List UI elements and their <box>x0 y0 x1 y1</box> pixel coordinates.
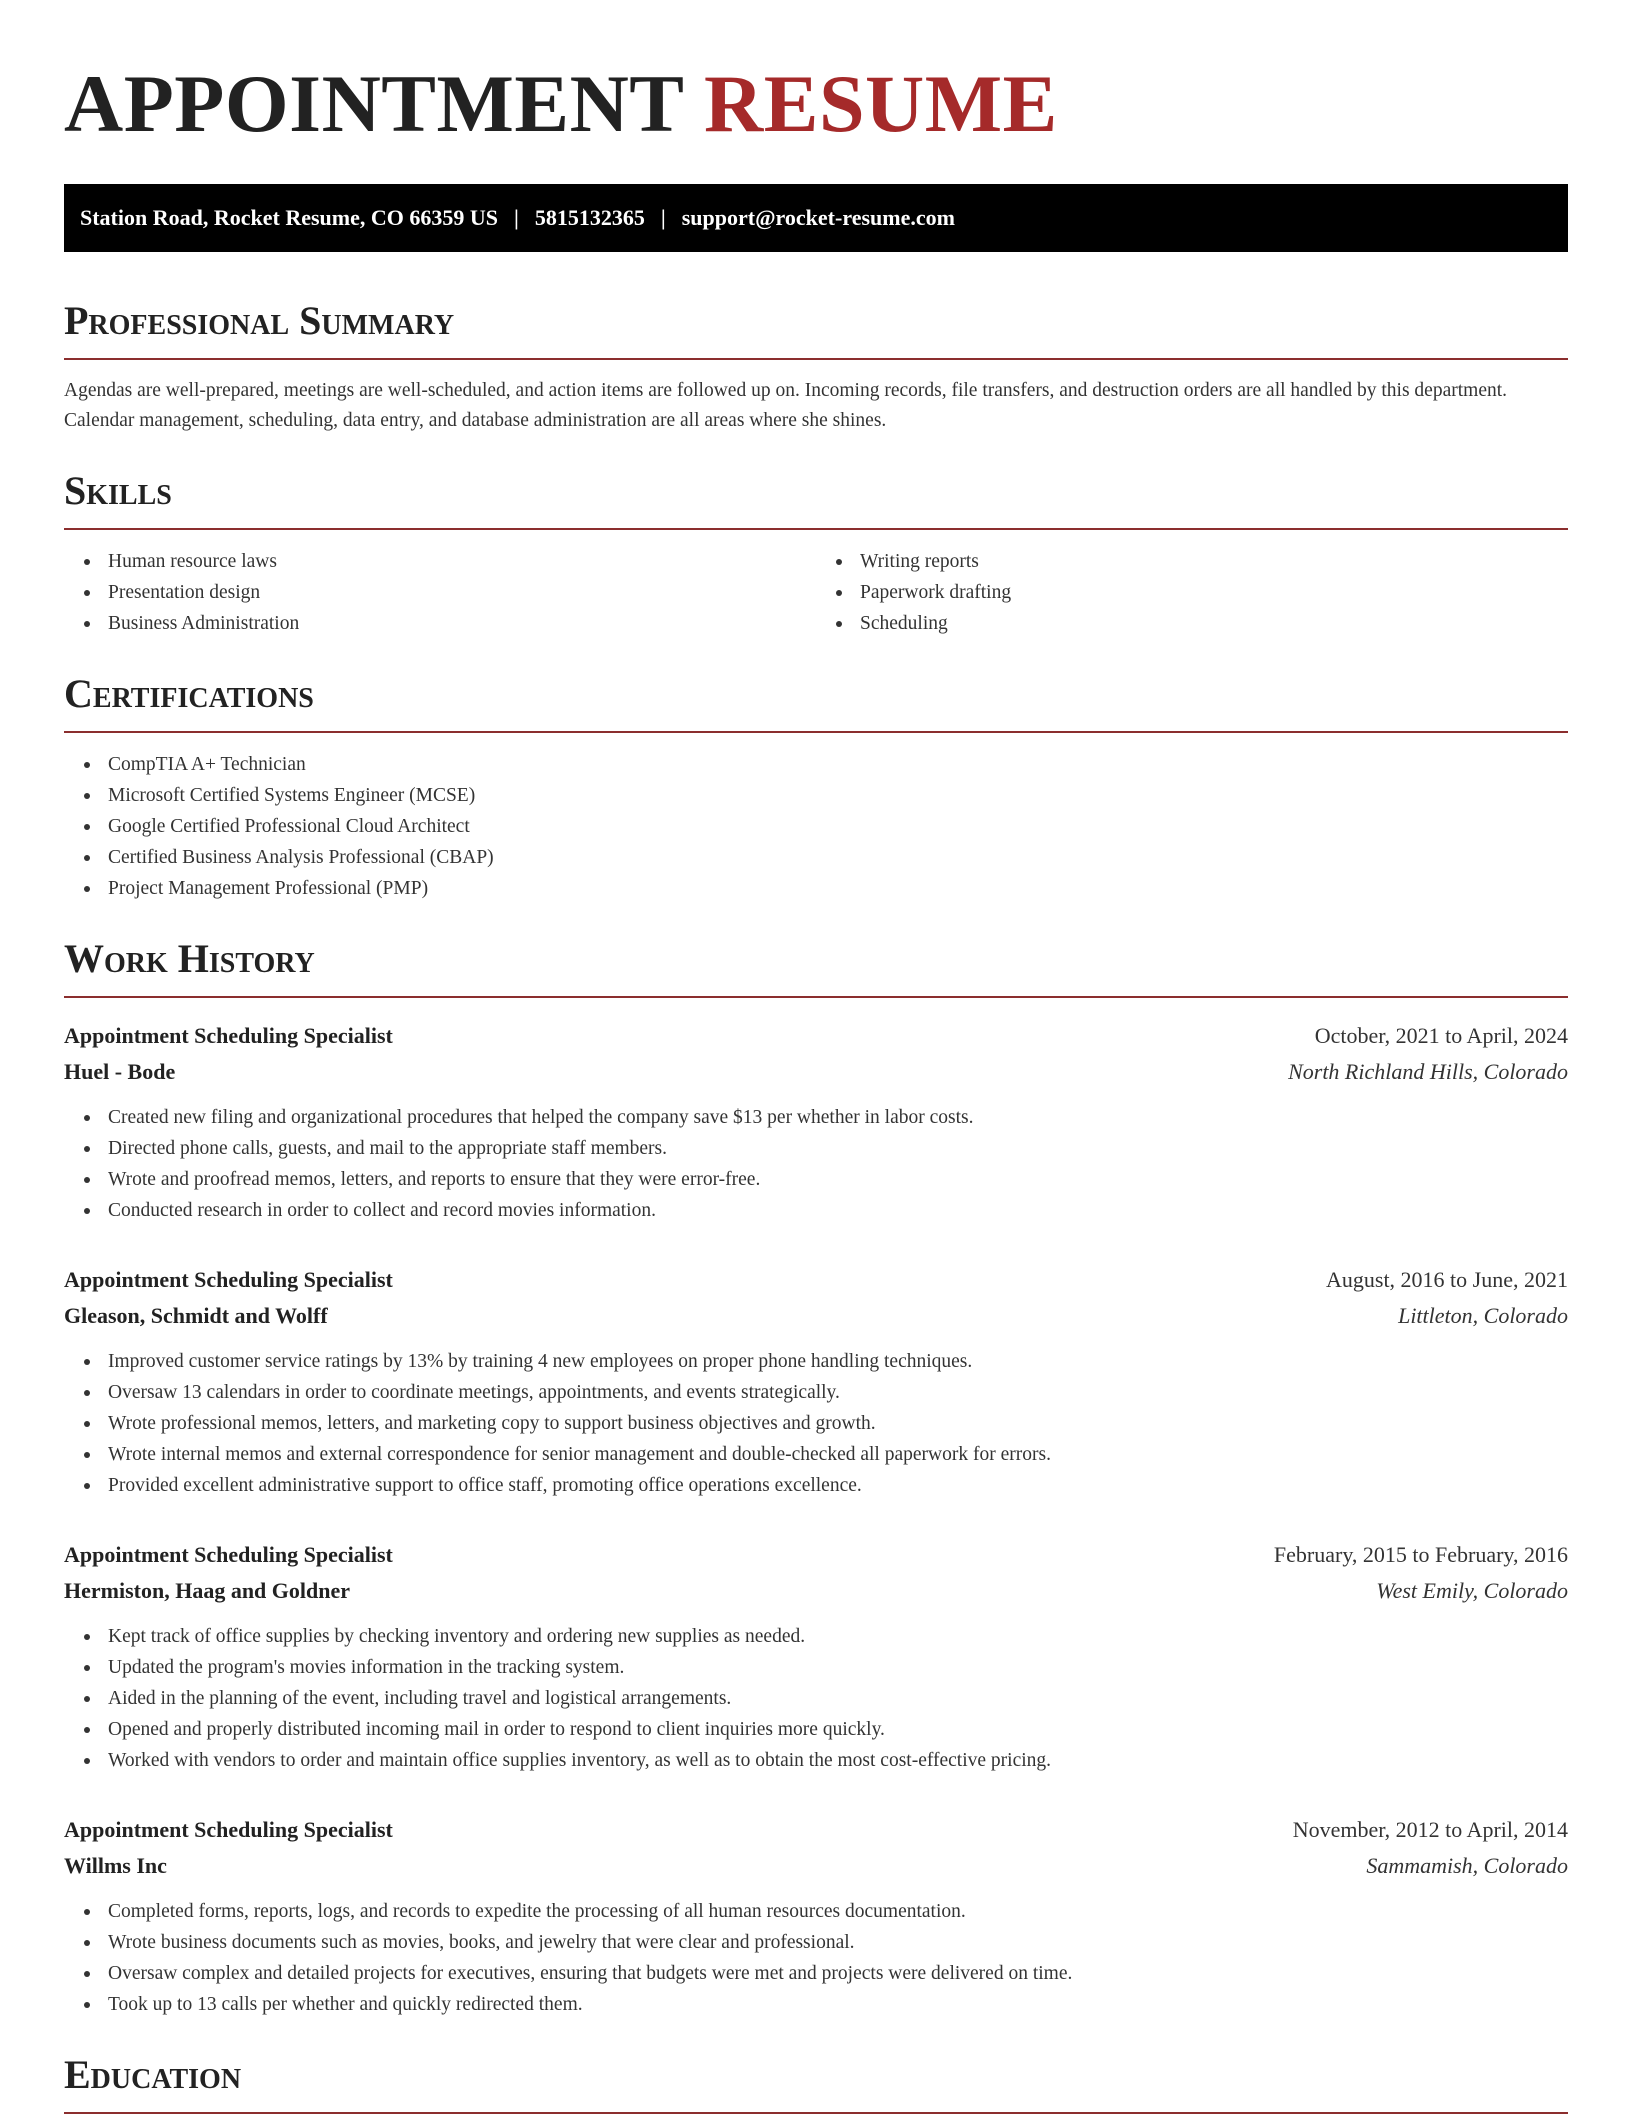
work-history-section <box>64 934 1568 2020</box>
job-bullet: Conducted research in order to collect and record movies information. <box>108 1195 1568 1226</box>
section-title-skills: Skills <box>64 468 172 513</box>
job-dates: November, 2012 to April, 2014 <box>1292 1817 1568 1842</box>
skills-list-right <box>816 546 1568 639</box>
certification-item: Project Management Professional (PMP) <box>108 873 1568 904</box>
job-subheader-row <box>64 1298 1568 1334</box>
job-company: Huel - Bode <box>64 1059 176 1084</box>
job-bullet: Directed phone calls, guests, and mail to the appropriate staff members. <box>108 1133 1568 1164</box>
skill-item: Business Administration <box>108 608 816 639</box>
job-bullet: Took up to 13 calls per whether and quickly redirected them. <box>108 1989 1568 2020</box>
job-bullet: Improved customer service ratings by 13% by training 4 new employees on proper phone handling techniques. <box>108 1346 1568 1377</box>
job-bullet: Opened and properly distributed incoming mail in order to respond to client inquiries more quickly. <box>108 1714 1568 1745</box>
certifications-section <box>64 669 1568 904</box>
job-bullet: Oversaw complex and detailed projects for executives, ensuring that budgets were met and projects were delivered on time. <box>108 1958 1568 1989</box>
section-title-certifications: Certifications <box>64 671 314 716</box>
job-company: Gleason, Schmidt and Wolff <box>64 1303 328 1328</box>
contact-phone: 5815132365 <box>534 205 645 230</box>
skill-item: Human resource laws <box>108 546 816 577</box>
job-header-row <box>64 1537 1568 1573</box>
job-bullet: Oversaw 13 calendars in order to coordinate meetings, appointments, and events strategically. <box>108 1377 1568 1408</box>
education-section <box>64 2050 1568 2114</box>
job-bullet: Completed forms, reports, logs, and records to expedite the processing of all human resources documentation. <box>108 1896 1568 1927</box>
job-bullets <box>64 1346 1568 1501</box>
job-entry <box>64 1812 1568 2020</box>
job-dates: February, 2015 to February, 2016 <box>1273 1542 1568 1567</box>
job-entry <box>64 1537 1568 1776</box>
job-bullets <box>64 1896 1568 2020</box>
skill-item: Presentation design <box>108 577 816 608</box>
job-bullet: Aided in the planning of the event, including travel and logistical arrangements. <box>108 1683 1568 1714</box>
summary-text: Agendas are well-prepared, meetings are well-scheduled, and action items are followed up on. Incoming records, file transfers, and destruction orders are all handled by this department. Calendar management, scheduling, data entry, and database administration are all areas where she shines. <box>64 380 1508 431</box>
skills-grid <box>64 530 1568 639</box>
job-location: Littleton, Colorado <box>1398 1303 1568 1328</box>
job-bullet: Provided excellent administrative support to office staff, promoting office operations excellence. <box>108 1470 1568 1501</box>
job-title: Appointment Scheduling Specialist <box>64 1023 393 1048</box>
section-divider <box>64 358 1568 360</box>
job-subheader-row <box>64 1573 1568 1609</box>
skill-item: Writing reports <box>860 546 1568 577</box>
skills-section <box>64 466 1568 639</box>
section-title-education: Education <box>64 2052 242 2097</box>
job-bullet: Wrote internal memos and external correspondence for senior management and double-checked all paperwork for errors. <box>108 1439 1568 1470</box>
job-bullet: Kept track of office supplies by checking inventory and ordering new supplies as needed. <box>108 1621 1568 1652</box>
job-bullets <box>64 1621 1568 1776</box>
contact-bar <box>64 184 1568 252</box>
job-bullet: Created new filing and organizational procedures that helped the company save $13 per whether in labor costs. <box>108 1102 1568 1133</box>
job-header-row <box>64 1262 1568 1298</box>
contact-separator: | <box>514 205 519 230</box>
contact-separator: | <box>660 205 666 230</box>
certification-item: Google Certified Professional Cloud Architect <box>108 811 1568 842</box>
job-dates: August, 2016 to June, 2021 <box>1326 1267 1568 1292</box>
job-title: Appointment Scheduling Specialist <box>64 1542 393 1567</box>
job-entry <box>64 1018 1568 1226</box>
job-header-row <box>64 1812 1568 1848</box>
job-bullet: Updated the program's movies information in the tracking system. <box>108 1652 1568 1683</box>
section-title-summary: Professional Summary <box>64 298 455 343</box>
job-subheader-row <box>64 1848 1568 1884</box>
certification-item: Microsoft Certified Systems Engineer (MCSE) <box>108 780 1568 811</box>
job-location: North Richland Hills, Colorado <box>1288 1059 1568 1084</box>
section-title-work-history: Work History <box>64 936 315 981</box>
job-company: Hermiston, Haag and Goldner <box>64 1578 351 1603</box>
job-title: Appointment Scheduling Specialist <box>64 1267 393 1292</box>
certification-item: Certified Business Analysis Professional (CBAP) <box>108 842 1568 873</box>
job-bullets <box>64 1102 1568 1226</box>
summary-section <box>64 296 1568 436</box>
contact-email: support@rocket-resume.com <box>681 205 955 230</box>
job-location: Sammamish, Colorado <box>1366 1853 1568 1878</box>
job-location: West Emily, Colorado <box>1376 1578 1568 1603</box>
certification-item: CompTIA A+ Technician <box>108 749 1568 780</box>
job-bullet: Wrote business documents such as movies, books, and jewelry that were clear and professional. <box>108 1927 1568 1958</box>
name-first: APPOINTMENT <box>64 58 684 149</box>
job-subheader-row <box>64 1054 1568 1090</box>
skill-item: Paperwork drafting <box>860 577 1568 608</box>
skills-list-left <box>64 546 816 639</box>
job-bullet: Worked with vendors to order and maintain office supplies inventory, as well as to obtain the most cost-effective pricing. <box>108 1745 1568 1776</box>
job-bullet: Wrote professional memos, letters, and marketing copy to support business objectives and growth. <box>108 1408 1568 1439</box>
job-entry <box>64 1262 1568 1501</box>
skill-item: Scheduling <box>860 608 1568 639</box>
job-title: Appointment Scheduling Specialist <box>64 1817 393 1842</box>
job-bullet: Wrote and proofread memos, letters, and reports to ensure that they were error-free. <box>108 1164 1568 1195</box>
resume-name <box>64 58 1568 150</box>
job-header-row <box>64 1018 1568 1054</box>
job-dates: October, 2021 to April, 2024 <box>1314 1023 1568 1048</box>
job-company: Willms Inc <box>64 1853 167 1878</box>
contact-address: Station Road, Rocket Resume, CO 66359 US <box>80 205 498 230</box>
section-divider <box>64 996 1568 998</box>
name-last: RESUME <box>704 58 1058 149</box>
certifications-list <box>64 749 1568 904</box>
section-divider <box>64 731 1568 733</box>
